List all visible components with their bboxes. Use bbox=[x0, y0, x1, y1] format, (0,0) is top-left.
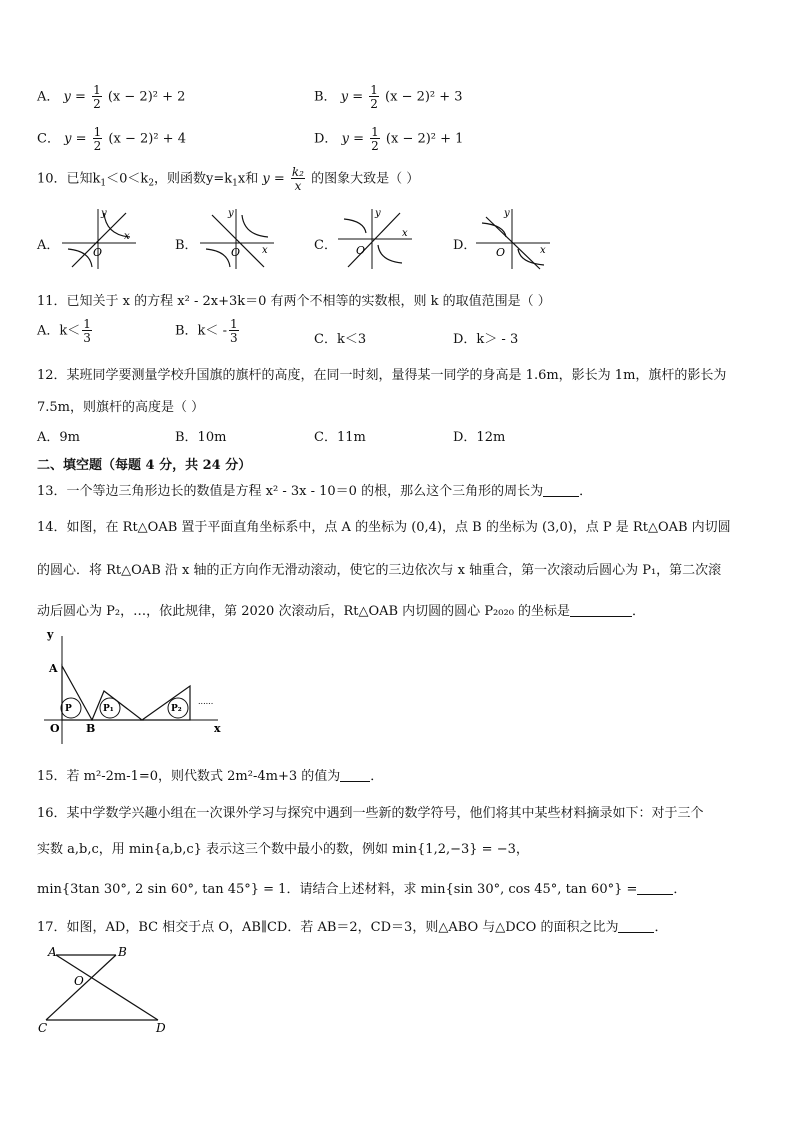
y-axis-label: y bbox=[101, 208, 107, 219]
q15-stem: 15．若 m²-2m-1=0，则代数式 2m²-4m+3 的值为 ． bbox=[37, 769, 384, 784]
q12-option-a: A．9m bbox=[37, 430, 80, 445]
q9-option-d: D． y = $\frac{1}{2}$ (x − 2)² + 1 bbox=[314, 125, 464, 153]
answer-blank bbox=[570, 604, 632, 617]
q14-rolling-triangle-figure bbox=[40, 628, 230, 746]
q11-option-a: A．k＜ $\frac{1}{3}$ bbox=[37, 317, 91, 345]
point-p1-label: P₁ bbox=[103, 704, 114, 714]
y-axis-label: y bbox=[228, 208, 234, 219]
fraction: $\frac{1}{2}$ bbox=[93, 83, 101, 111]
fraction: $\frac{1}{3}$ bbox=[229, 317, 238, 345]
y-axis-label: y bbox=[375, 208, 381, 219]
x-axis-label: x bbox=[214, 722, 221, 735]
point-b-label: B bbox=[118, 945, 127, 959]
q10-option-b-label: B． bbox=[175, 238, 198, 253]
q11-option-b: B．k＜ - $\frac{1}{3}$ bbox=[175, 317, 238, 345]
answer-blank bbox=[340, 769, 370, 782]
point-b-label: B bbox=[86, 722, 96, 735]
continuation-dots: ...... bbox=[198, 697, 214, 706]
q12-option-b: B．10m bbox=[175, 430, 227, 445]
origin-label: O bbox=[231, 246, 241, 259]
q10-graph-c bbox=[336, 205, 416, 271]
q9-option-a: A． y = $\frac{1}{2}$ (x − 2)² + 2 bbox=[37, 83, 186, 111]
q10-option-d-label: D． bbox=[453, 238, 477, 253]
q16-stem-line1: 16．某中学数学兴趣小组在一次课外学习与探究中遇到一些新的数学符号，他们将其中某些材料摘录如下：对于三个 bbox=[37, 806, 704, 821]
q12-option-c: C．11m bbox=[314, 430, 366, 445]
answer-blank bbox=[637, 882, 673, 895]
q10-option-c-label: C． bbox=[314, 238, 337, 253]
point-o-label: O bbox=[50, 722, 60, 735]
x-axis-label: x bbox=[262, 245, 268, 256]
q10-option-a-label: A． bbox=[37, 238, 60, 253]
answer-blank bbox=[543, 484, 579, 497]
q14-stem-line3: 动后圆心为 P₂，…，依此规律，第 2020 次滚动后，Rt△OAB 内切圆的圆心 P₂₀₂₀ 的坐标是 ． bbox=[37, 604, 646, 619]
q11-option-d: D．k＞ - 3 bbox=[453, 332, 519, 347]
q14-stem-line2: 的圆心．将 Rt△OAB 沿 x 轴的正方向作无滑动滚动，使它的三边依次与 x 轴重合，第一次滚动后圆心为 P₁，第二次滚 bbox=[37, 563, 722, 578]
answer-blank bbox=[618, 920, 654, 933]
q11-stem: 11．已知关于 x 的方程 x² - 2x+3k＝0 有两个不相等的实数根，则 k 的取值范围是（ ） bbox=[37, 294, 551, 309]
x-axis-label: x bbox=[124, 231, 130, 242]
fraction: $\frac{1}{2}$ bbox=[371, 125, 379, 153]
point-a-label: A bbox=[48, 945, 57, 959]
q10-graph-b bbox=[198, 205, 278, 271]
fraction: $\frac{\text{k₂}}{x}$ bbox=[291, 165, 304, 193]
y-axis-label: y bbox=[47, 628, 54, 641]
q9-option-b: B． y = $\frac{1}{2}$ (x − 2)² + 3 bbox=[314, 83, 463, 111]
fraction: $\frac{1}{2}$ bbox=[93, 125, 102, 153]
origin-label: O bbox=[356, 244, 366, 257]
q14-stem-line1: 14．如图，在 Rt△OAB 置于平面直角坐标系中，点 A 的坐标为 (0,4)，点 B 的坐标为 (3,0)，点 P 是 Rt△OAB 内切圆 bbox=[37, 520, 731, 535]
q17-stem: 17．如图，AD，BC 相交于点 O，AB∥CD．若 AB＝2，CD＝3，则△ABO 与△DCO 的面积之比为 ． bbox=[37, 920, 668, 935]
q16-stem-line3: min{3tan 30°, 2 sin 60°, tan 45°} = 1．请结合上述材料，求 min{sin 30°, cos 45°, tan 60°} = ． bbox=[37, 882, 687, 897]
q17-figure bbox=[36, 942, 176, 1034]
q12-stem-line1: 12．某班同学要测量学校升国旗的旗杆的高度，在同一时刻，量得某一同学的身高是 1.6m，影长为 1m，旗杆的影长为 bbox=[37, 368, 727, 383]
q12-option-d: D．12m bbox=[453, 430, 506, 445]
point-d-label: D bbox=[156, 1021, 166, 1034]
origin-label: O bbox=[93, 246, 103, 259]
y-axis-label: y bbox=[504, 208, 510, 219]
fraction: $\frac{1}{2}$ bbox=[370, 83, 378, 111]
q11-option-c: C．k＜3 bbox=[314, 332, 367, 347]
q16-stem-line2: 实数 a,b,c，用 min{a,b,c} 表示这三个数中最小的数，例如 min{1,2,−3} = −3， bbox=[37, 842, 529, 857]
point-p-label: P bbox=[65, 704, 72, 714]
point-o-label: O bbox=[74, 974, 84, 988]
point-a-label: A bbox=[49, 662, 58, 675]
section-title: 二、填空题（每题 4 分，共 24 分） bbox=[37, 458, 252, 473]
x-axis-label: x bbox=[540, 245, 546, 256]
q10-stem: 10．已知$k_1<0<k_2$，则函数$y=k_1x$和 y = $\frac{\text{k₂}}{x}$ 的图象大致是（ ） bbox=[37, 165, 420, 193]
q13-stem: 13．一个等边三角形边长的数值是方程 x² - 3x - 10＝0 的根，那么这个三角形的周长为 ． bbox=[37, 484, 593, 499]
fraction: $\frac{1}{3}$ bbox=[83, 317, 91, 345]
origin-label: O bbox=[496, 246, 506, 259]
q9-option-c: C． y = $\frac{1}{2}$ (x − 2)² + 4 bbox=[37, 125, 186, 153]
point-p2-label: P₂ bbox=[171, 704, 182, 714]
q10-graph-d bbox=[474, 205, 554, 271]
point-c-label: C bbox=[38, 1021, 48, 1034]
q10-graph-a bbox=[60, 205, 140, 271]
x-axis-label: x bbox=[402, 228, 408, 239]
q12-stem-line2: 7.5m，则旗杆的高度是（ ） bbox=[37, 400, 205, 415]
